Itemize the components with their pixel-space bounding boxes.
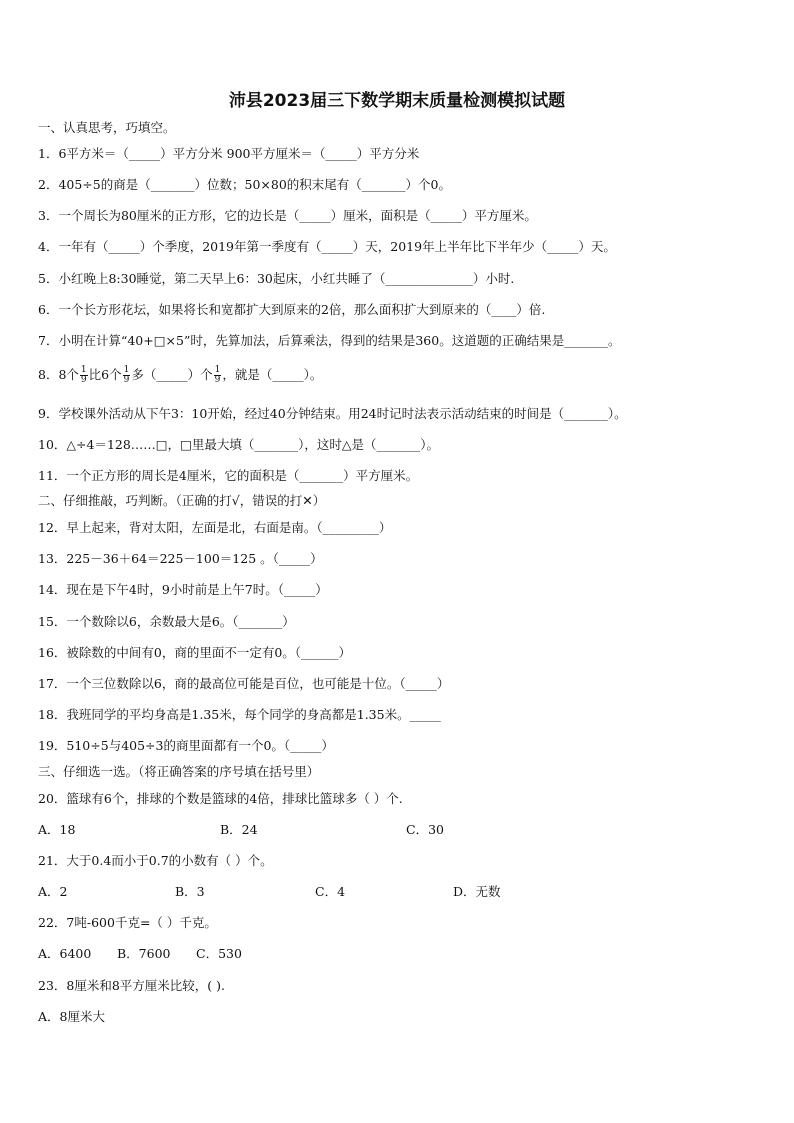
section-multiple-choice: 三、仔细选一选。（将正确答案的序号填在括号里） [38,764,320,779]
question-21: 21．大于0.4而小于0.7的小数有（ ）个。 [38,853,273,868]
question-1: 1．6平方米＝（_____）平方分米 900平方厘米＝（_____）平方分米 [38,146,420,161]
question-11: 11．一个正方形的周长是4厘米，它的面积是（_______）平方厘米。 [38,468,419,483]
option-b: B．3 [175,884,205,899]
option-a: A．8厘米大 [38,1009,105,1024]
fraction-numerator: 1 [214,365,221,375]
question-21-options [38,884,501,900]
question-9: 9．学校课外活动从下午3：10开始，经过40分钟结束。用24时记时法表示活动结束的时间是（_______）。 [38,406,627,421]
question-17: 17．一个三位数除以6，商的最高位可能是百位，也可能是十位。（_____） [38,676,450,691]
question-23: 23．8厘米和8平方厘米比较，( ). [38,978,226,993]
option-c: C．30 [406,822,444,837]
question-22: 22．7吨-600千克=（ ）千克。 [38,915,217,930]
question-19: 19．510÷5与405÷3的商里面都有一个0。（_____） [38,738,334,753]
fraction-one-ninth-2 [123,366,131,385]
question-2: 2．405÷5的商是（_______）位数；50×80的积末尾有（_______）个0。 [38,177,451,192]
option-b: B．7600 [117,946,171,961]
fraction-one-ninth-1 [80,366,88,385]
option-a: A．6400 [38,946,92,961]
q8-text-c: 多（_____）个 [131,367,213,382]
option-c: C．530 [196,946,242,961]
q8-text-a: 8．8个 [38,367,79,382]
section-true-false: 二、仔细推敲，巧判断。（正确的打√，错误的打✕） [38,493,326,508]
option-b: B．24 [220,822,258,837]
fraction-denominator: 9 [123,375,130,385]
fraction-denominator: 9 [80,375,87,385]
fraction-numerator: 1 [123,365,130,375]
fraction-one-ninth-3 [214,366,222,385]
option-a: A．2 [38,884,68,899]
question-20: 20．篮球有6个，排球的个数是篮球的4倍，排球比篮球多（ ）个. [38,791,403,806]
option-d: D．无数 [453,884,501,899]
question-12: 12．早上起来，背对太阳，左面是北，右面是南。（_________） [38,520,392,535]
fraction-denominator: 9 [214,375,221,385]
question-14: 14．现在是下午4时，9小时前是上午7时。（_____） [38,582,328,597]
question-20-options [38,822,444,838]
question-5: 5．小红晚上8:30睡觉，第二天早上6：30起床，小红共睡了（______________）小时. [38,271,515,286]
q8-text-d: ，就是（_____）。 [222,367,323,382]
question-13: 13．225－36＋64＝225－100＝125 。（_____） [38,551,323,566]
question-8 [38,364,322,386]
question-15: 15．一个数除以6，余数最大是6。（_______） [38,614,295,629]
q8-text-b: 比6个 [88,367,122,382]
option-a: A．18 [38,822,76,837]
question-10: 10．△÷4＝128……□，□里最大填（_______），这时△是（_______）。 [38,437,440,452]
section-fill-blank: 一、认真思考，巧填空。 [38,120,176,135]
question-16: 16．被除数的中间有0，商的里面不一定有0。（______） [38,645,352,660]
question-18: 18．我班同学的平均身高是1.35米，每个同学的身高都是1.35米。_____ [38,707,441,722]
question-4: 4．一年有（_____）个季度，2019年第一季度有（_____）天，2019年上半年比下半年少（_____）天。 [38,239,616,254]
question-22-options [38,946,242,962]
page-title: 沛县2023届三下数学期末质量检测模拟试题 [228,91,566,111]
question-3: 3．一个周长为80厘米的正方形，它的边长是（_____）厘米，面积是（_____）平方厘米。 [38,208,537,223]
question-6: 6．一个长方形花坛，如果将长和宽都扩大到原来的2倍，那么面积扩大到原来的（____）倍. [38,302,546,317]
fraction-numerator: 1 [80,365,87,375]
question-23-options [38,1009,105,1025]
option-c: C．4 [315,884,346,899]
question-7: 7．小明在计算“40+□×5”时，先算加法，后算乘法，得到的结果是360。这道题的正确结果是_______。 [38,333,621,348]
